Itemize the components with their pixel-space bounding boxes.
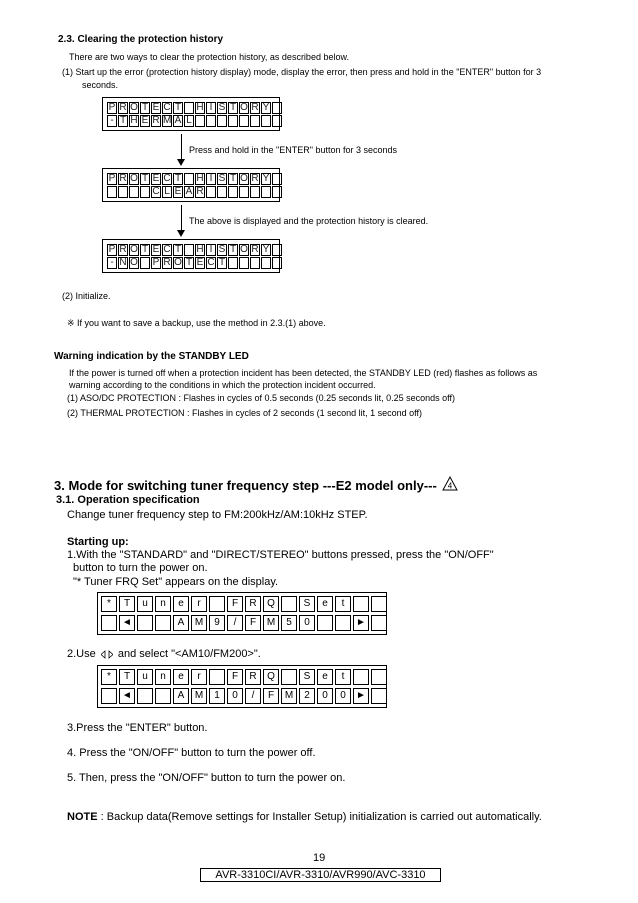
lcd-character-cell: A	[173, 615, 189, 631]
lcd-character-cell: H	[196, 102, 204, 113]
lcd-character-cell: R	[251, 244, 259, 255]
lcd-character-cell: M	[163, 115, 172, 126]
lcd-character-cell: I	[206, 244, 216, 256]
lcd-character-cell	[184, 244, 194, 256]
lcd-character-cell: r	[191, 669, 207, 685]
protect-history-display-no-protect	[102, 239, 280, 273]
lcd-character-cell	[228, 257, 238, 269]
tuner-display-row-2	[101, 615, 389, 631]
section-2-3-intro: There are two ways to clear the protection history, as described below.	[69, 52, 349, 62]
lcd-character-cell: A	[173, 688, 189, 704]
lcd-character-cell: R	[119, 173, 127, 184]
lcd-character-cell: u	[137, 669, 153, 685]
lcd-character-cell: T	[185, 257, 193, 268]
lcd-character-cell: T	[229, 244, 237, 255]
display-row-1	[107, 102, 283, 114]
flow-arrow-2	[181, 205, 182, 231]
lcd-character-cell: A	[174, 115, 182, 126]
protect-history-display-thermal	[102, 97, 280, 131]
tuner-display-row-1	[101, 596, 389, 612]
model-list: AVR-3310CI/AVR-3310/AVR990/AVC-3310	[215, 869, 426, 881]
lcd-character-cell: e	[317, 596, 333, 612]
lcd-character-cell	[371, 615, 387, 631]
lcd-character-cell	[184, 102, 194, 114]
lcd-character-cell: L	[162, 186, 172, 198]
lcd-character-cell	[261, 115, 271, 127]
tuner-display-am9-fm50	[97, 592, 387, 635]
lcd-character-cell: E	[152, 244, 160, 255]
lcd-character-cell	[371, 669, 387, 685]
lcd-character-cell: O	[130, 257, 138, 268]
display-row-1	[107, 173, 283, 185]
lcd-character-cell: T	[218, 257, 226, 268]
lcd-character-cell: T	[174, 244, 182, 255]
lcd-character-cell: C	[163, 173, 171, 184]
lcd-character-cell: C	[163, 244, 171, 255]
left-right-arrows-icon	[101, 650, 113, 659]
lcd-character-cell: /	[245, 688, 261, 704]
lcd-character-cell: n	[155, 596, 171, 612]
lcd-character-cell: F	[263, 688, 279, 704]
step2-initialize: (2) Initialize.	[62, 291, 111, 301]
lcd-character-cell	[209, 669, 225, 685]
lcd-character-cell: e	[317, 669, 333, 685]
lcd-character-cell: E	[141, 115, 149, 126]
lcd-character-cell	[272, 257, 282, 269]
lcd-character-cell: *	[101, 669, 117, 685]
backup-note: ※ If you want to save a backup, use the method in 2.3.(1) above.	[67, 318, 326, 328]
lcd-character-cell	[217, 115, 227, 127]
lcd-character-cell: C	[152, 186, 160, 197]
lcd-character-cell: e	[173, 596, 189, 612]
startup-step5: 5. Then, press the "ON/OFF" button to turn the power on.	[67, 772, 346, 784]
lcd-character-cell: L	[184, 115, 194, 127]
note-label: NOTE	[67, 811, 98, 823]
step1-text-line2: seconds.	[82, 80, 119, 90]
lcd-character-cell	[272, 186, 282, 198]
lcd-character-cell: O	[240, 173, 248, 184]
startup-step3: 3.Press the "ENTER" button.	[67, 722, 208, 734]
lcd-character-cell: /	[227, 615, 243, 631]
lcd-character-cell	[272, 102, 282, 114]
lcd-character-cell: 0	[317, 688, 333, 704]
lcd-character-cell	[281, 669, 297, 685]
lcd-character-cell: T	[141, 173, 149, 184]
backup-init-note	[67, 811, 542, 823]
lcd-character-cell: u	[137, 596, 153, 612]
lcd-character-cell: N	[119, 257, 127, 268]
lcd-character-cell: ►	[353, 688, 369, 704]
lcd-character-cell	[272, 173, 282, 185]
flow-arrow-1-head	[177, 159, 185, 166]
lcd-character-cell: P	[152, 257, 160, 268]
lcd-character-cell: O	[130, 173, 138, 184]
flow-arrow-1	[181, 134, 182, 160]
lcd-character-cell: Y	[262, 173, 270, 184]
lcd-character-cell: S	[218, 102, 226, 113]
svg-text:4: 4	[447, 481, 453, 491]
lcd-character-cell	[140, 186, 150, 198]
step2-suffix: and select "<AM10/FM200>".	[117, 648, 261, 660]
lcd-character-cell	[239, 115, 249, 127]
protect-history-display-clear	[102, 168, 280, 202]
lcd-character-cell: -	[107, 257, 117, 269]
startup-step4: 4. Press the "ON/OFF" button to turn the power off.	[67, 747, 316, 759]
lcd-character-cell	[107, 186, 117, 198]
lcd-character-cell: T	[174, 173, 182, 184]
lcd-character-cell: 9	[209, 615, 225, 631]
section-3-heading: 3. Mode for switching tuner frequency step ---E2 model only---	[54, 478, 437, 493]
lcd-character-cell: T	[174, 102, 182, 113]
lcd-character-cell	[250, 257, 260, 269]
lcd-character-cell: O	[130, 244, 138, 255]
section-3-1-spec: Change tuner frequency step to FM:200kHz/AM:10kHz STEP.	[67, 509, 368, 521]
lcd-character-cell: H	[196, 173, 204, 184]
lcd-character-cell: C	[163, 102, 171, 113]
display-row-2	[107, 186, 283, 198]
lcd-character-cell: I	[206, 173, 216, 185]
step1-text-line1: (1) Start up the error (protection history display) mode, display the error, then press and hold in the "ENTER" button for 3	[62, 67, 542, 77]
lcd-character-cell: R	[163, 257, 171, 268]
lcd-character-cell: O	[130, 102, 138, 113]
lcd-character-cell: r	[191, 596, 207, 612]
lcd-character-cell: R	[245, 669, 261, 685]
lcd-character-cell	[137, 688, 153, 704]
lcd-character-cell: e	[173, 669, 189, 685]
lcd-character-cell: C	[207, 257, 215, 268]
note-text: : Backup data(Remove settings for Installer Setup) initialization is carried out automatically.	[100, 811, 542, 823]
lcd-character-cell: M	[191, 688, 207, 704]
lcd-character-cell: ◄	[119, 688, 135, 704]
lcd-character-cell	[317, 615, 333, 631]
flow-arrow-1-label: Press and hold in the "ENTER" button for 3 seconds	[189, 145, 398, 155]
lcd-character-cell: H	[130, 115, 138, 126]
lcd-character-cell: T	[119, 115, 127, 126]
lcd-character-cell	[195, 115, 205, 127]
lcd-character-cell: 5	[281, 615, 297, 631]
lcd-character-cell: T	[141, 244, 149, 255]
lcd-character-cell: Y	[262, 244, 270, 255]
lcd-character-cell	[250, 186, 260, 198]
lcd-character-cell: ►	[353, 615, 369, 631]
lcd-character-cell	[101, 688, 117, 704]
lcd-character-cell: P	[108, 173, 116, 184]
flow-arrow-2-head	[177, 230, 185, 237]
lcd-character-cell: R	[119, 244, 127, 255]
lcd-character-cell: F	[245, 615, 261, 631]
lcd-character-cell	[371, 688, 387, 704]
lcd-character-cell: t	[335, 596, 351, 612]
model-footer	[200, 868, 441, 882]
lcd-character-cell: T	[141, 102, 149, 113]
lcd-character-cell	[155, 615, 171, 631]
lcd-character-cell: E	[152, 173, 160, 184]
lcd-character-cell	[228, 115, 238, 127]
lcd-character-cell	[217, 186, 227, 198]
lcd-character-cell	[140, 257, 150, 269]
lcd-character-cell	[101, 615, 117, 631]
lcd-character-cell: -	[107, 115, 117, 127]
warning-line1: If the power is turned off when a protection incident has been detected, the STANDBY LED (red) flashes as follows as	[69, 368, 538, 378]
section-2-3-heading: 2.3. Clearing the protection history	[58, 34, 224, 45]
lcd-character-cell	[228, 186, 238, 198]
lcd-character-cell	[129, 186, 139, 198]
lcd-character-cell	[239, 186, 249, 198]
lcd-character-cell	[272, 115, 282, 127]
lcd-character-cell	[209, 596, 225, 612]
lcd-character-cell	[206, 186, 216, 198]
warning-item-1: (1) ASO/DC PROTECTION : Flashes in cycles of 0.5 seconds (0.25 seconds lit, 0.25 seconds off)	[67, 393, 455, 403]
warning-line2: warning according to the conditions in which the protection incident occurred.	[69, 380, 376, 390]
lcd-character-cell	[155, 688, 171, 704]
lcd-character-cell: P	[108, 102, 116, 113]
lcd-character-cell: Q	[263, 669, 279, 685]
lcd-character-cell: R	[152, 115, 160, 126]
tuner-display-row-1	[101, 669, 389, 685]
lcd-character-cell: F	[227, 596, 243, 612]
startup-step1-line1: 1.With the "STANDARD" and "DIRECT/STEREO" buttons pressed, press the "ON/OFF"	[67, 549, 494, 561]
lcd-character-cell	[261, 186, 271, 198]
lcd-character-cell: 1	[209, 688, 225, 704]
lcd-character-cell: 2	[299, 688, 315, 704]
lcd-character-cell: M	[281, 688, 297, 704]
starting-up-label: Starting up:	[67, 536, 129, 548]
section-3-1-heading: 3.1. Operation specification	[56, 494, 200, 506]
lcd-character-cell	[371, 596, 387, 612]
lcd-character-cell	[335, 615, 351, 631]
lcd-character-cell: F	[227, 669, 243, 685]
lcd-character-cell: S	[218, 173, 226, 184]
tuner-display-row-2	[101, 688, 389, 704]
lcd-character-cell	[184, 173, 194, 185]
lcd-character-cell: S	[299, 669, 315, 685]
lcd-character-cell: 0	[299, 615, 315, 631]
lcd-character-cell	[250, 115, 260, 127]
revision-badge	[442, 476, 458, 491]
lcd-character-cell: O	[240, 102, 248, 113]
lcd-character-cell	[281, 596, 297, 612]
lcd-character-cell: M	[191, 615, 207, 631]
lcd-character-cell: Q	[263, 596, 279, 612]
warning-heading: Warning indication by the STANDBY LED	[54, 351, 249, 362]
lcd-character-cell: R	[251, 102, 259, 113]
lcd-character-cell: n	[155, 669, 171, 685]
startup-step2	[67, 648, 261, 660]
lcd-character-cell: A	[185, 186, 193, 197]
lcd-character-cell: R	[245, 596, 261, 612]
lcd-character-cell: T	[119, 669, 135, 685]
page-number: 19	[313, 852, 326, 864]
lcd-character-cell: ◄	[119, 615, 135, 631]
lcd-character-cell: O	[174, 257, 182, 268]
lcd-character-cell: Y	[262, 102, 270, 113]
lcd-character-cell: t	[335, 669, 351, 685]
lcd-character-cell: I	[206, 102, 216, 114]
lcd-character-cell: S	[299, 596, 315, 612]
lcd-character-cell: H	[196, 244, 204, 255]
tuner-display-am10-fm200	[97, 665, 387, 708]
warning-item-2: (2) THERMAL PROTECTION : Flashes in cycles of 2 seconds (1 second lit, 1 second off)	[67, 408, 422, 418]
lcd-character-cell	[206, 115, 216, 127]
lcd-character-cell: M	[263, 615, 279, 631]
lcd-character-cell	[261, 257, 271, 269]
lcd-character-cell	[239, 257, 249, 269]
lcd-character-cell	[137, 615, 153, 631]
lcd-character-cell: T	[119, 596, 135, 612]
lcd-character-cell: *	[101, 596, 117, 612]
lcd-character-cell	[272, 244, 282, 256]
lcd-character-cell	[353, 596, 369, 612]
lcd-character-cell: E	[174, 186, 182, 197]
startup-step1-line3: "* Tuner FRQ Set" appears on the display.	[73, 576, 279, 588]
lcd-character-cell: R	[251, 173, 259, 184]
lcd-character-cell: O	[240, 244, 248, 255]
lcd-character-cell	[118, 186, 128, 198]
lcd-character-cell: P	[108, 244, 116, 255]
lcd-character-cell: 0	[335, 688, 351, 704]
lcd-character-cell: S	[218, 244, 226, 255]
lcd-character-cell: R	[119, 102, 127, 113]
step2-prefix: 2.Use	[67, 648, 96, 660]
lcd-character-cell: T	[229, 173, 237, 184]
display-row-1	[107, 244, 283, 256]
lcd-character-cell: E	[152, 102, 160, 113]
lcd-character-cell: R	[196, 186, 204, 197]
lcd-character-cell: T	[229, 102, 237, 113]
lcd-character-cell: 0	[227, 688, 243, 704]
display-row-2	[107, 115, 283, 127]
flow-arrow-2-label: The above is displayed and the protection history is cleared.	[189, 216, 429, 226]
lcd-character-cell: E	[196, 257, 204, 268]
startup-step1-line2: button to turn the power on.	[73, 562, 208, 574]
display-row-2	[107, 257, 283, 269]
lcd-character-cell	[353, 669, 369, 685]
